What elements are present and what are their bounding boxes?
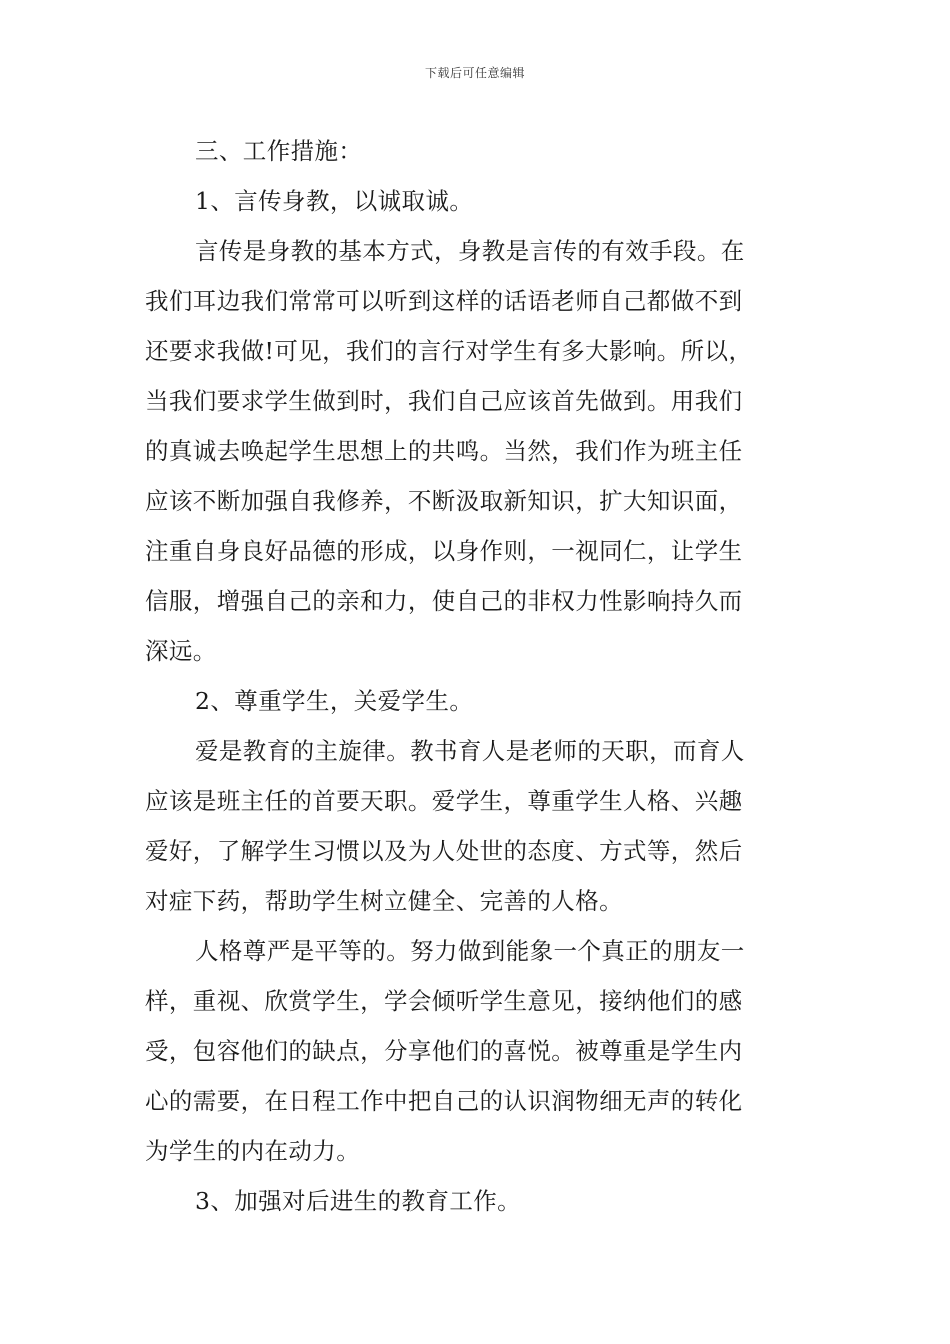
subheading-1: 1、言传身教，以诚取诚。 bbox=[195, 187, 474, 215]
document-body bbox=[145, 126, 807, 1226]
section-heading: 三、工作措施： bbox=[195, 137, 363, 165]
subheading-3: 3、加强对后进生的教育工作。 bbox=[195, 1187, 522, 1215]
paragraph-line: 应该是班主任的首要天职。爱学生，尊重学生人格、兴趣 bbox=[145, 787, 743, 815]
paragraph-line: 当我们要求学生做到时，我们自己应该首先做到。用我们 bbox=[145, 387, 743, 415]
paragraph-line: 样，重视、欣赏学生，学会倾听学生意见，接纳他们的感 bbox=[145, 987, 743, 1015]
paragraph-line: 人格尊严是平等的。努力做到能象一个真正的朋友一 bbox=[195, 937, 745, 965]
paragraph-line: 深远。 bbox=[145, 637, 217, 665]
paragraph-line: 还要求我做!可见，我们的言行对学生有多大影响。所以， bbox=[145, 337, 753, 365]
paragraph-line: 对症下药，帮助学生树立健全、完善的人格。 bbox=[145, 887, 623, 915]
page-header: 下载后可任意编辑 bbox=[424, 66, 525, 80]
paragraph-line: 心的需要，在日程工作中把自己的认识润物细无声的转化 bbox=[145, 1087, 743, 1115]
paragraph-line: 的真诚去唤起学生思想上的共鸣。当然，我们作为班主任 bbox=[145, 437, 743, 465]
paragraph-line: 为学生的内在动力。 bbox=[145, 1137, 361, 1165]
paragraph-line: 信服，增强自己的亲和力，使自己的非权力性影响持久而 bbox=[145, 587, 743, 615]
paragraph-line: 爱是教育的主旋律。教书育人是老师的天职，而育人 bbox=[195, 737, 745, 765]
paragraph-line: 我们耳边我们常常可以听到这样的话语老师自己都做不到 bbox=[145, 287, 743, 315]
subheading-2: 2、尊重学生，关爱学生。 bbox=[195, 687, 474, 715]
paragraph-line: 应该不断加强自我修养，不断汲取新知识，扩大知识面， bbox=[145, 487, 743, 515]
paragraph-line: 注重自身良好品德的形成，以身作则，一视同仁，让学生 bbox=[145, 537, 743, 565]
paragraph-line: 受，包容他们的缺点，分享他们的喜悦。被尊重是学生内 bbox=[145, 1037, 743, 1065]
paragraph-line: 爱好，了解学生习惯以及为人处世的态度、方式等，然后 bbox=[145, 837, 743, 865]
paragraph-line: 言传是身教的基本方式，身教是言传的有效手段。在 bbox=[195, 237, 745, 265]
